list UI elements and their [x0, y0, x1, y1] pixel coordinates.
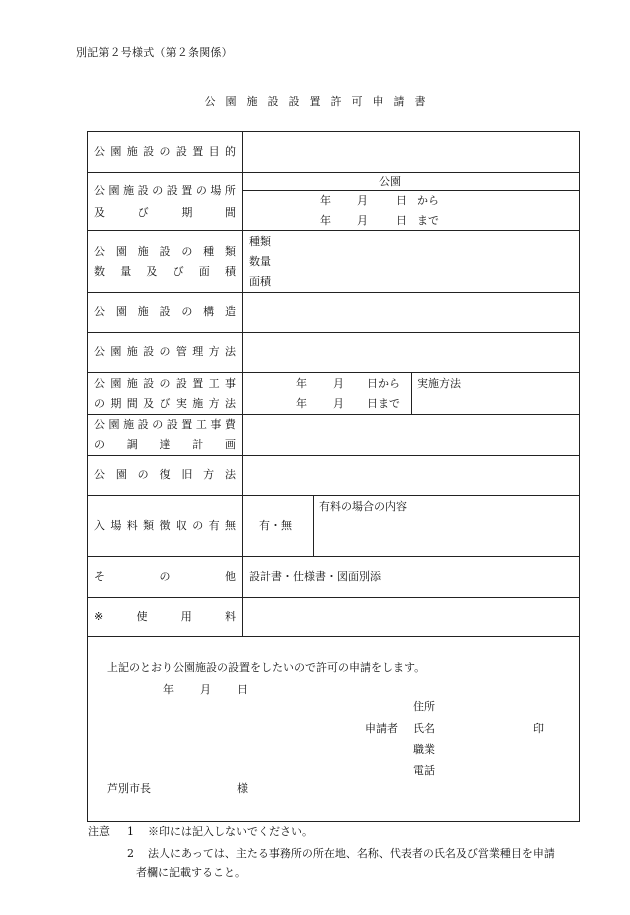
- kind-type: 種類: [249, 235, 271, 248]
- note-2-number: 2: [127, 847, 134, 860]
- row-divider: [87, 636, 580, 637]
- park-suffix: 公園: [379, 175, 401, 188]
- row-divider: [87, 230, 580, 231]
- label-restoration: 公 園 の 復 旧 方 法: [94, 468, 236, 481]
- label-usage-fee: ※ 使 用 料: [94, 610, 236, 623]
- label-kind-2: 数 量 及 び 面 積: [94, 265, 236, 278]
- period-from-day: 日: [396, 194, 407, 207]
- location-subdivider: [242, 190, 580, 191]
- app-date-day: 日: [237, 683, 248, 696]
- label-construction-1: 公 園 施 設 の 設 置 工 事: [94, 377, 236, 390]
- period-to-suffix: まで: [417, 214, 439, 227]
- applicant-label: 申請者: [365, 722, 398, 735]
- period-from-suffix: から: [417, 194, 439, 207]
- label-location-2: 及 び 期 間: [94, 206, 236, 219]
- app-date-month: 月: [200, 683, 211, 696]
- kind-quantity: 数量: [249, 255, 271, 268]
- construction-from-month: 月: [333, 377, 344, 390]
- row-divider: [87, 495, 580, 496]
- fee-choice: 有・無: [259, 519, 292, 532]
- note-1-text: ※印には記入しないでください。: [148, 825, 313, 838]
- label-location-1: 公 園 施 設 の 設 置 の 場 所: [94, 184, 236, 197]
- period-to-year: 年: [320, 214, 331, 227]
- label-fee: 入 場 料 類 徴 収 の 有 無: [94, 519, 236, 532]
- phone-label: 電話: [413, 764, 435, 777]
- app-date-year: 年: [163, 683, 174, 696]
- period-to-day: 日: [396, 214, 407, 227]
- period-from-month: 月: [357, 194, 368, 207]
- method-divider: [411, 372, 412, 414]
- note-1-number: 1: [127, 825, 134, 838]
- period-from-year: 年: [320, 194, 331, 207]
- label-column-divider: [242, 131, 243, 636]
- note-2-text-line1: 法人にあっては、主たる事務所の所在地、名称、代表者の氏名及び営業種目を申請: [148, 847, 555, 860]
- construction-to-month: 月: [333, 397, 344, 410]
- construction-from-day: 日から: [367, 377, 400, 390]
- label-purpose: 公 園 施 設 の 設 置 目 的: [94, 145, 236, 158]
- label-funding-1: 公 園 施 設 の 設 置 工 事 費: [94, 418, 236, 431]
- label-other: そ の 他: [94, 570, 236, 583]
- construction-to-year: 年: [296, 397, 307, 410]
- other-value: 設計書・仕様書・図面別添: [249, 570, 381, 583]
- notes-label: 注意: [88, 825, 110, 838]
- honorific: 様: [237, 782, 248, 795]
- row-divider: [87, 597, 580, 598]
- row-divider: [87, 332, 580, 333]
- form-reference: 別記第２号様式（第２条関係）: [76, 46, 233, 59]
- label-funding-2: の 調 達 計 画: [94, 438, 236, 451]
- construction-to-day: 日まで: [367, 397, 400, 410]
- occupation-label: 職業: [413, 743, 435, 756]
- addressee: 芦別市長: [107, 782, 151, 795]
- row-divider: [87, 372, 580, 373]
- label-kind-1: 公 園 施 設 の 種 類: [94, 245, 236, 258]
- fee-choice-divider: [313, 495, 314, 556]
- row-divider: [87, 292, 580, 293]
- application-statement: 上記のとおり公園施設の設置をしたいので許可の申請をします。: [107, 661, 426, 674]
- note-2-text-line2: 者欄に記載すること。: [136, 866, 246, 879]
- row-divider: [87, 455, 580, 456]
- address-label: 住所: [413, 700, 435, 713]
- name-label: 氏名: [413, 722, 435, 735]
- row-divider: [87, 172, 580, 173]
- fee-content-label: 有料の場合の内容: [319, 500, 407, 513]
- construction-method-label: 実施方法: [417, 377, 461, 390]
- seal-mark: 印: [533, 722, 544, 735]
- label-management: 公 園 施 設 の 管 理 方 法: [94, 345, 236, 358]
- construction-from-year: 年: [296, 377, 307, 390]
- row-divider: [87, 414, 580, 415]
- label-structure: 公 園 施 設 の 構 造: [94, 305, 236, 318]
- form-title: 公園施設設置許可申請書: [204, 95, 436, 108]
- period-to-month: 月: [357, 214, 368, 227]
- label-construction-2: の 期 間 及 び 実 施 方 法: [94, 397, 236, 410]
- kind-area: 面積: [249, 275, 271, 288]
- row-divider: [87, 556, 580, 557]
